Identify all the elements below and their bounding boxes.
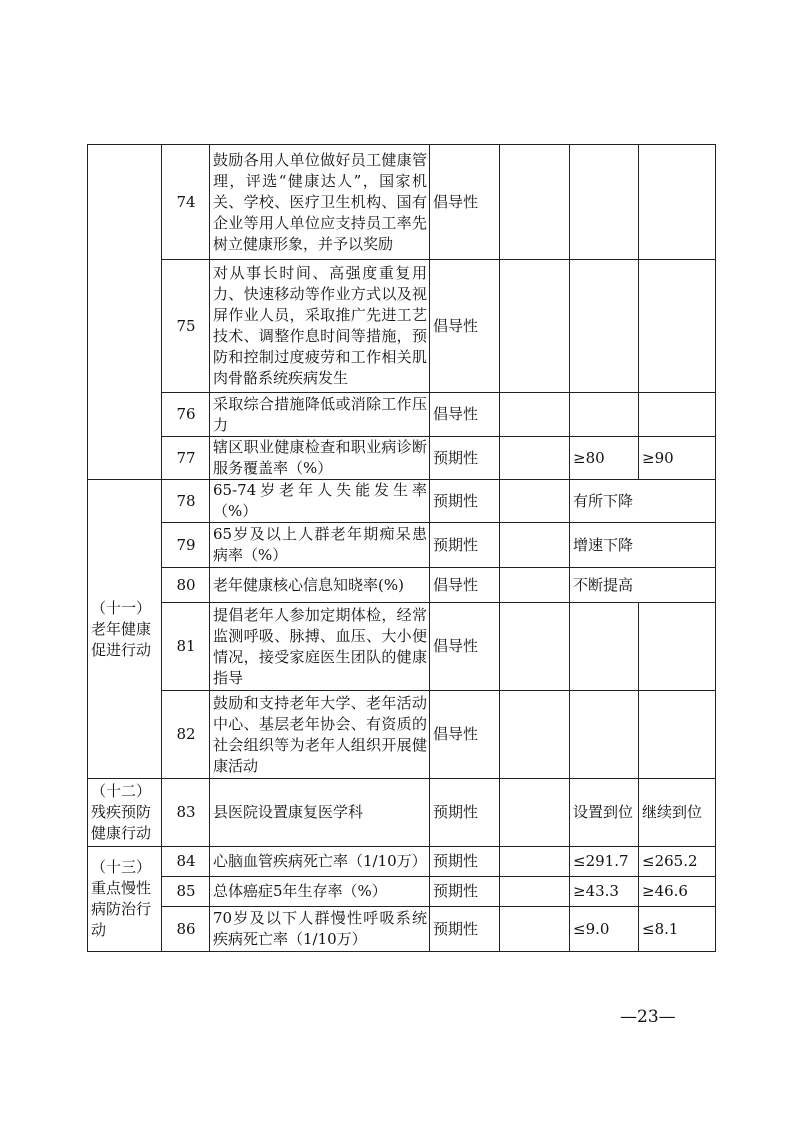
blank-cell: [500, 145, 570, 260]
indicator-nature: 预期性: [430, 907, 500, 952]
indicator-nature: 倡导性: [430, 145, 500, 260]
table-row: [88, 260, 716, 393]
target-2030: [639, 691, 716, 779]
indicator-content: 辖区职业健康检查和职业病诊断服务覆盖率（%）: [210, 437, 430, 480]
table-row: [88, 603, 716, 691]
indicator-content: 65-74岁老年人失能发生率（%）: [210, 480, 430, 523]
group-label-13: （十三）重点慢性病防治行动: [88, 847, 162, 952]
target-2030: ≤265.2: [639, 847, 716, 877]
target-2022: [570, 260, 639, 393]
blank-cell: [500, 523, 570, 568]
target-2030: [639, 393, 716, 437]
row-number: 74: [162, 145, 210, 260]
target-2022: 设置到位: [570, 779, 639, 847]
table-row: [88, 145, 716, 260]
indicator-nature: 倡导性: [430, 393, 500, 437]
row-number: 83: [162, 779, 210, 847]
indicator-content: 心脑血管疾病死亡率（1/10万）: [210, 847, 430, 877]
target-2022: [570, 393, 639, 437]
indicator-content: 县医院设置康复医学科: [210, 779, 430, 847]
target-2022: [570, 603, 639, 691]
indicator-nature: 倡导性: [430, 603, 500, 691]
row-number: 85: [162, 877, 210, 907]
blank-cell: [500, 603, 570, 691]
page-number: —23—: [620, 1007, 676, 1027]
table-row: [88, 568, 716, 603]
target-2030: ≤8.1: [639, 907, 716, 952]
table-row: [88, 691, 716, 779]
blank-cell: [500, 907, 570, 952]
indicator-nature: 预期性: [430, 437, 500, 480]
target-2022: ≤9.0: [570, 907, 639, 952]
target-2030: [639, 603, 716, 691]
table-row: [88, 523, 716, 568]
table-row: [88, 480, 716, 523]
indicator-content: 70岁及以下人群慢性呼吸系统疾病死亡率（1/10万）: [210, 907, 430, 952]
target-merged: 有所下降: [570, 480, 716, 523]
indicator-nature: 预期性: [430, 779, 500, 847]
table-row: [88, 779, 716, 847]
blank-cell: [500, 260, 570, 393]
target-2022: ≥80: [570, 437, 639, 480]
blank-cell: [500, 568, 570, 603]
indicator-nature: 预期性: [430, 877, 500, 907]
indicator-nature: 预期性: [430, 847, 500, 877]
row-number: 84: [162, 847, 210, 877]
indicator-nature: 倡导性: [430, 568, 500, 603]
indicator-content: 老年健康核心信息知晓率(%): [210, 568, 430, 603]
blank-cell: [500, 847, 570, 877]
table-row: [88, 907, 716, 952]
table-row: [88, 877, 716, 907]
target-2022: [570, 691, 639, 779]
blank-cell: [500, 480, 570, 523]
target-2030: ≥46.6: [639, 877, 716, 907]
row-number: 82: [162, 691, 210, 779]
indicator-table: [87, 144, 716, 952]
table-row: [88, 437, 716, 480]
blank-cell: [500, 437, 570, 480]
indicator-content: 鼓励和支持老年大学、老年活动中心、基层老年协会、有资质的社会组织等为老年人组织开展健康活动: [210, 691, 430, 779]
indicator-nature: 预期性: [430, 523, 500, 568]
row-number: 80: [162, 568, 210, 603]
group-label-11: （十一）老年健康促进行动: [88, 480, 162, 779]
indicator-content: 65岁及以上人群老年期痴呆患病率（%）: [210, 523, 430, 568]
indicator-content: 鼓励各用人单位做好员工健康管理，评选“健康达人”，国家机关、学校、医疗卫生机构、国有企业等用人单位应支持员工率先树立健康形象，并予以奖励: [210, 145, 430, 260]
row-number: 79: [162, 523, 210, 568]
target-merged: 不断提高: [570, 568, 716, 603]
target-2030: ≥90: [639, 437, 716, 480]
group-cell-continued: [88, 145, 162, 480]
row-number: 75: [162, 260, 210, 393]
indicator-content: 采取综合措施降低或消除工作压力: [210, 393, 430, 437]
target-2030: [639, 145, 716, 260]
indicator-nature: 倡导性: [430, 260, 500, 393]
row-number: 86: [162, 907, 210, 952]
blank-cell: [500, 393, 570, 437]
indicator-content: 提倡老年人参加定期体检，经常监测呼吸、脉搏、血压、大小便情况，接受家庭医生团队的健康指导: [210, 603, 430, 691]
blank-cell: [500, 779, 570, 847]
target-2022: ≤291.7: [570, 847, 639, 877]
row-number: 76: [162, 393, 210, 437]
indicator-nature: 倡导性: [430, 691, 500, 779]
target-2030: 继续到位: [639, 779, 716, 847]
target-merged: 增速下降: [570, 523, 716, 568]
indicator-nature: 预期性: [430, 480, 500, 523]
group-label-12: （十二）残疾预防健康行动: [88, 779, 162, 847]
table-row: [88, 393, 716, 437]
target-2030: [639, 260, 716, 393]
blank-cell: [500, 877, 570, 907]
indicator-content: 对从事长时间、高强度重复用力、快速移动等作业方式以及视屏作业人员，采取推广先进工艺技术、调整作息时间等措施，预防和控制过度疲劳和工作相关肌肉骨骼系统疾病发生: [210, 260, 430, 393]
row-number: 81: [162, 603, 210, 691]
indicator-content: 总体癌症5年生存率（%）: [210, 877, 430, 907]
table-row: [88, 847, 716, 877]
target-2022: [570, 145, 639, 260]
row-number: 78: [162, 480, 210, 523]
target-2022: ≥43.3: [570, 877, 639, 907]
row-number: 77: [162, 437, 210, 480]
blank-cell: [500, 691, 570, 779]
